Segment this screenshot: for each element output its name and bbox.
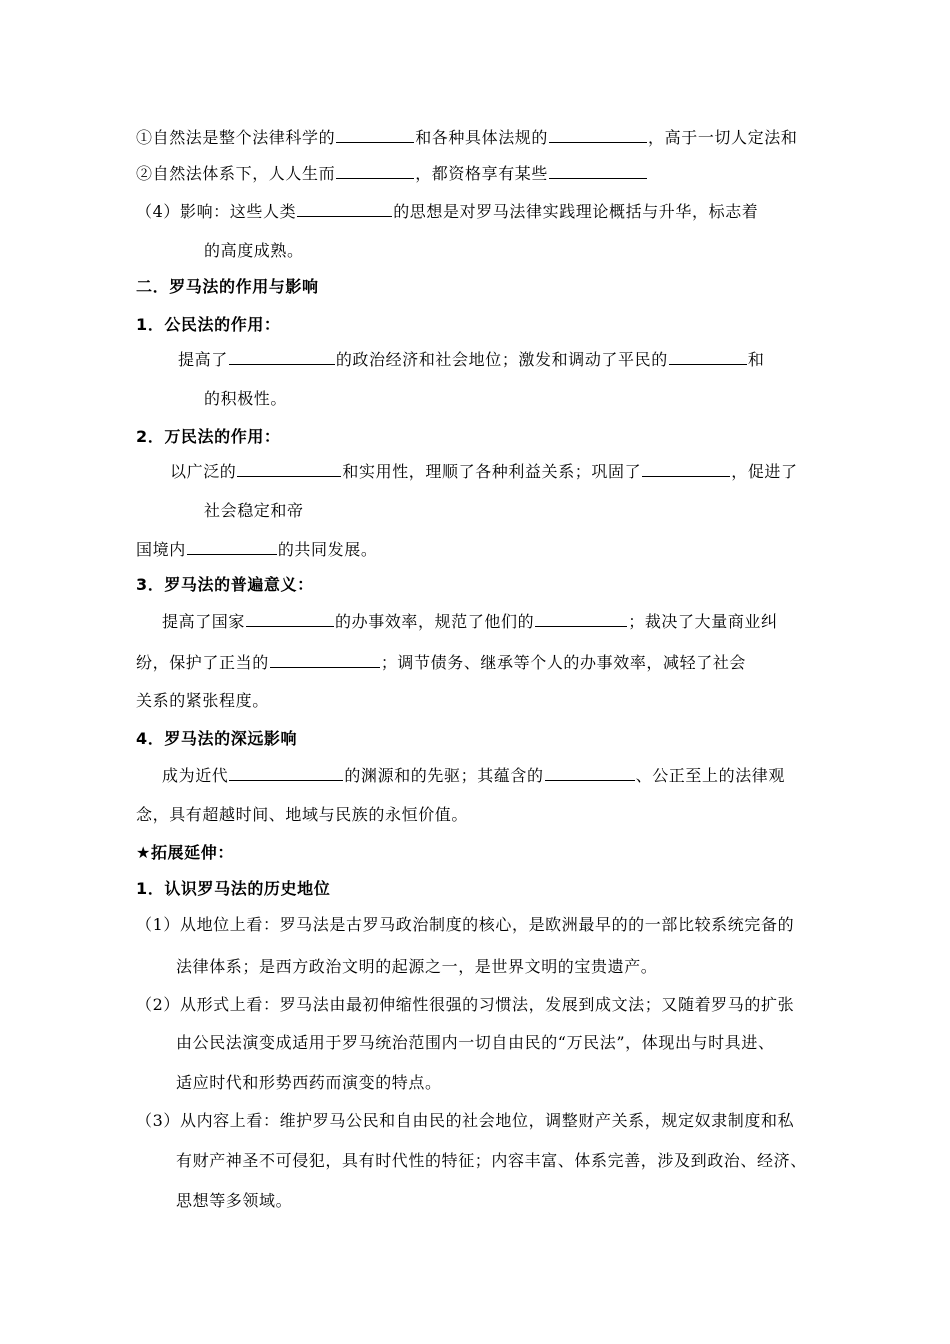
text-segment: （4）影响：这些人类 — [136, 202, 297, 221]
text-line — [136, 126, 797, 149]
fill-blank[interactable] — [549, 162, 647, 179]
extension-heading: ★拓展延伸： — [136, 843, 234, 862]
fill-blank[interactable] — [535, 610, 627, 627]
fill-blank[interactable] — [669, 348, 747, 365]
fill-blank[interactable] — [545, 764, 635, 781]
fill-blank[interactable] — [642, 460, 730, 477]
text-segment: ；裁决了大量商业纠 — [628, 612, 778, 631]
text-segment: 纷，保护了正当的 — [136, 653, 269, 672]
text-line — [178, 348, 764, 371]
text-segment: 提高了国家 — [162, 612, 246, 631]
fill-blank[interactable] — [246, 610, 334, 627]
text-segment: 的政治经济和社会地位；激发和调动了平民的 — [335, 350, 668, 369]
text-segment: 和 — [747, 350, 765, 369]
text-segment: ，高于一切人定法和 — [648, 128, 798, 147]
subsection-heading: 4．罗马法的深远影响 — [136, 729, 298, 748]
text-line: 的高度成熟。 — [204, 241, 304, 260]
text-segment: ；调节债务、继承等个人的办事效率，减轻了社会 — [380, 653, 747, 672]
text-segment: 的共同发展。 — [277, 540, 378, 559]
text-line: 社会稳定和帝 — [204, 501, 304, 520]
text-line — [136, 162, 648, 185]
subsection-heading: 1．认识罗马法的历史地位 — [136, 879, 331, 898]
fill-blank[interactable] — [336, 126, 414, 143]
fill-blank[interactable] — [229, 348, 335, 365]
paragraph-line: 由公民法演变成适用于罗马统治范围内一切自由民的“万民法”，体现出与时具进、 — [176, 1033, 775, 1052]
text-segment: 、公正至上的法律观 — [635, 766, 786, 785]
text-line — [136, 538, 377, 561]
paragraph-line: （1）从地位上看：罗马法是古罗马政治制度的核心，是欧洲最早的的一部比较系统完备的 — [136, 915, 795, 934]
paragraph-line: （2）从形式上看：罗马法由最初伸缩性很强的习惯法，发展到成文法；又随着罗马的扩张 — [136, 995, 795, 1014]
fill-blank[interactable] — [237, 460, 341, 477]
text-line: 念，具有超越时间、地域与民族的永恒价值。 — [136, 805, 469, 824]
text-line — [136, 200, 758, 223]
text-segment: 国境内 — [136, 540, 186, 559]
paragraph-line: 思想等多领域。 — [176, 1191, 293, 1210]
text-segment: 的思想是对罗马法律实践理论概括与升华，标志着 — [393, 202, 759, 221]
text-line — [136, 651, 746, 674]
text-segment: ②自然法体系下，人人生而 — [136, 164, 336, 183]
fill-blank[interactable] — [187, 538, 277, 555]
text-line — [162, 610, 778, 633]
text-segment: 以广泛的 — [170, 462, 237, 481]
text-line — [170, 460, 798, 483]
paragraph-line: 适应时代和形势西药而演变的特点。 — [176, 1073, 442, 1092]
text-segment: ①自然法是整个法律科学的 — [136, 128, 336, 147]
text-segment: 的办事效率，规范了他们的 — [335, 612, 535, 631]
fill-blank[interactable] — [336, 162, 414, 179]
section-heading: 二．罗马法的作用与影响 — [136, 277, 319, 296]
text-line: 的积极性。 — [204, 389, 288, 408]
text-segment: 成为近代 — [162, 766, 229, 785]
subsection-heading: 1．公民法的作用： — [136, 315, 281, 334]
fill-blank[interactable] — [229, 764, 343, 781]
text-segment: ，促进了 — [731, 462, 798, 481]
fill-blank[interactable] — [297, 200, 392, 217]
paragraph-line: 有财产神圣不可侵犯，具有时代性的特征；内容丰富、体系完善，涉及到政治、经济、 — [176, 1151, 807, 1170]
fill-blank[interactable] — [270, 651, 380, 668]
text-segment: ，都资格享有某些 — [415, 164, 549, 183]
text-line — [162, 764, 785, 787]
text-segment: 的渊源和的先驱；其蕴含的 — [344, 766, 544, 785]
paragraph-line: 法律体系；是西方政治文明的起源之一，是世界文明的宝贵遗产。 — [176, 957, 658, 976]
fill-blank[interactable] — [549, 126, 647, 143]
subsection-heading: 2．万民法的作用： — [136, 427, 281, 446]
text-segment: 和实用性，理顺了各种利益关系；巩固了 — [342, 462, 642, 481]
paragraph-line: （3）从内容上看：维护罗马公民和自由民的社会地位，调整财产关系，规定奴隶制度和私 — [136, 1111, 795, 1130]
text-segment: 提高了 — [178, 350, 228, 369]
text-line: 关系的紧张程度。 — [136, 691, 269, 710]
text-segment: 和各种具体法规的 — [415, 128, 549, 147]
subsection-heading: 3．罗马法的普遍意义： — [136, 575, 314, 594]
